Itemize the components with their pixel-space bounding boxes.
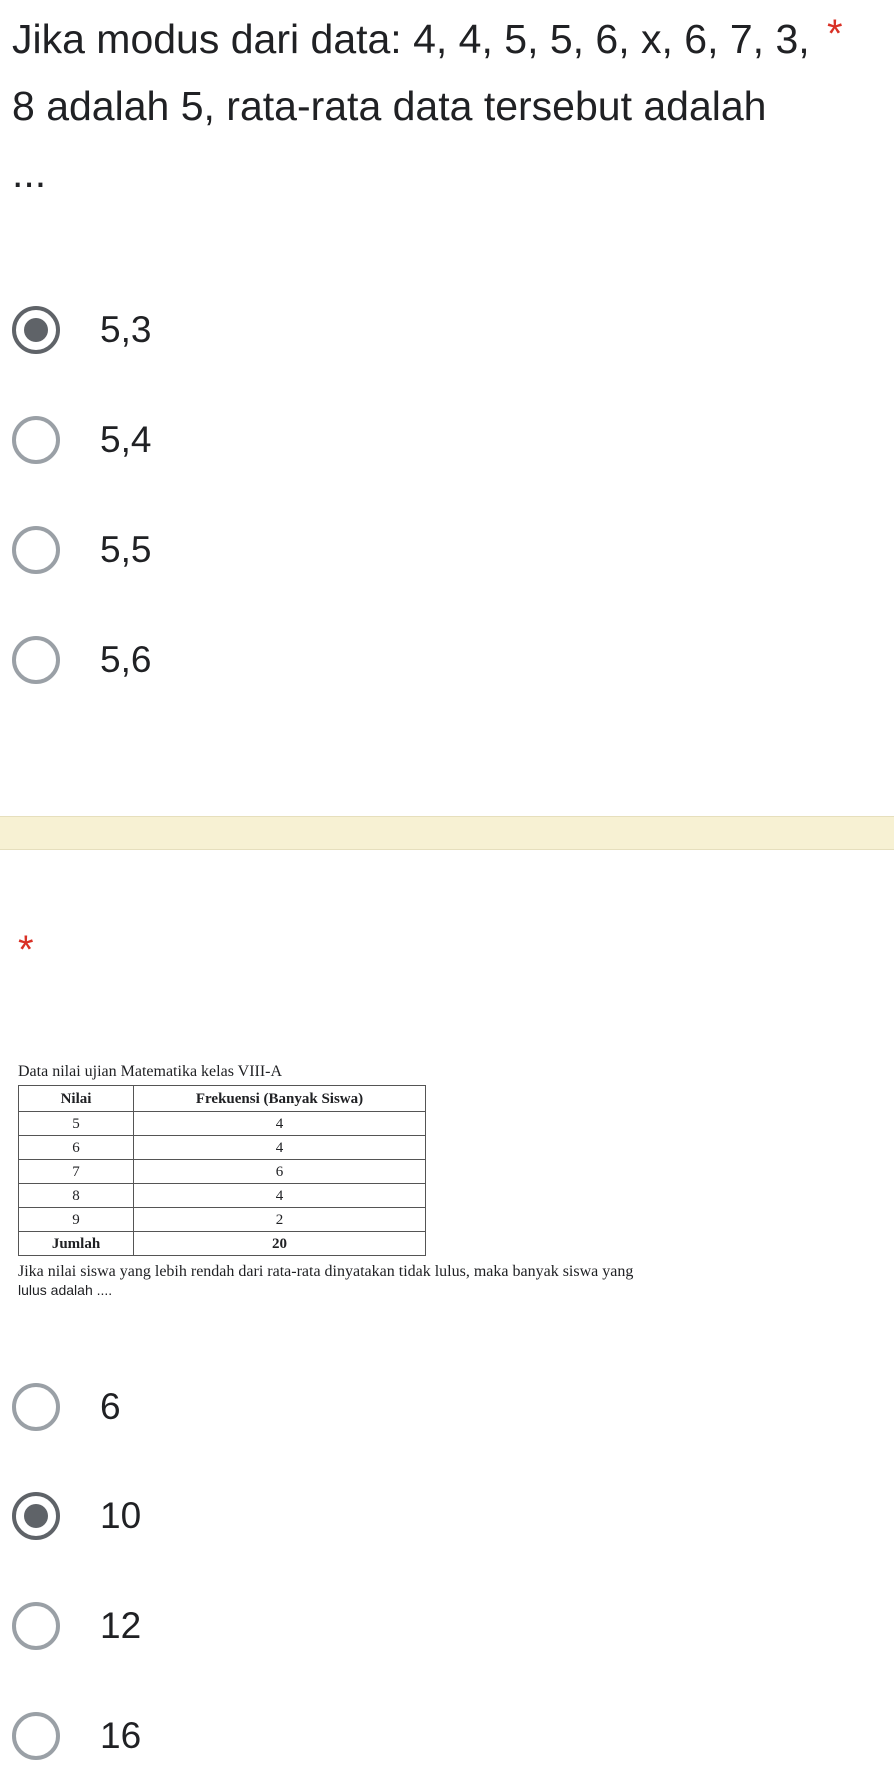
q1-option-3[interactable]	[12, 520, 151, 580]
q1-option-3-radio-icon[interactable]	[12, 526, 60, 574]
table-cell: 6	[134, 1160, 426, 1184]
q2-option-4-label: 16	[100, 1715, 142, 1756]
table-cell: 9	[19, 1208, 134, 1232]
question-2-required-mark: *	[18, 928, 34, 972]
question-1-title: Jika modus dari data: 4, 4, 5, 5, 6, x, 6, 7, 3, 8 adalah 5, rata-rata data tersebut adalah ...	[12, 16, 810, 196]
q1-option-4-label: 5,6	[100, 639, 152, 680]
table-row	[19, 1208, 426, 1232]
q1-option-4[interactable]	[12, 630, 151, 690]
table-header-cell: Frekuensi (Banyak Siswa)	[134, 1086, 426, 1112]
q1-option-4-radio-icon[interactable]	[12, 636, 60, 684]
table-caption: Data nilai ujian Matematika kelas VIII-A	[18, 1063, 283, 1080]
q2-option-1-label: 6	[100, 1386, 121, 1427]
q2-option-3[interactable]	[12, 1596, 141, 1656]
question-2-text-line-1: Jika nilai siswa yang lebih rendah dari rata-rata dinyatakan tidak lulus, maka banyak siswa yang	[18, 1263, 634, 1280]
table-header-cell: Nilai	[19, 1086, 134, 1112]
q1-option-1-label: 5,3	[100, 309, 152, 350]
frequency-table	[18, 1085, 426, 1256]
table-cell: 4	[134, 1184, 426, 1208]
q2-option-1[interactable]	[12, 1377, 121, 1437]
table-cell: 4	[134, 1136, 426, 1160]
q1-option-3-label: 5,5	[100, 529, 152, 570]
question-2-text	[18, 1262, 868, 1300]
question-divider	[0, 816, 894, 850]
q1-option-2[interactable]	[12, 410, 151, 470]
q2-option-4-radio-icon[interactable]	[12, 1712, 60, 1760]
q2-option-1-radio-icon[interactable]	[12, 1383, 60, 1431]
table-row	[19, 1160, 426, 1184]
q2-option-3-radio-icon[interactable]	[12, 1602, 60, 1650]
table-row	[19, 1184, 426, 1208]
table-total-label: Jumlah	[19, 1232, 134, 1256]
q1-option-1-radio-selected-icon[interactable]	[12, 306, 60, 354]
table-row	[19, 1112, 426, 1136]
table-cell: 6	[19, 1136, 134, 1160]
table-cell: 8	[19, 1184, 134, 1208]
q1-option-2-radio-icon[interactable]	[12, 416, 60, 464]
table-header-row	[19, 1086, 426, 1112]
q2-option-2[interactable]	[12, 1486, 141, 1546]
table-cell: 5	[19, 1112, 134, 1136]
table-total-value: 20	[134, 1232, 426, 1256]
q2-option-3-label: 12	[100, 1605, 142, 1646]
q1-option-1[interactable]	[12, 300, 151, 360]
table-row	[19, 1136, 426, 1160]
question-2-text-line-2: lulus adalah ....	[18, 1282, 113, 1298]
table-cell: 2	[134, 1208, 426, 1232]
table-cell: 7	[19, 1160, 134, 1184]
q2-option-4[interactable]	[12, 1706, 141, 1766]
q2-option-2-radio-selected-icon[interactable]	[12, 1492, 60, 1540]
question-2-image	[18, 1062, 878, 1300]
question-1-required-mark: *	[827, 12, 843, 56]
table-cell: 4	[134, 1112, 426, 1136]
q1-option-2-label: 5,4	[100, 419, 152, 460]
table-total-row	[19, 1232, 426, 1256]
q2-option-2-label: 10	[100, 1495, 142, 1536]
